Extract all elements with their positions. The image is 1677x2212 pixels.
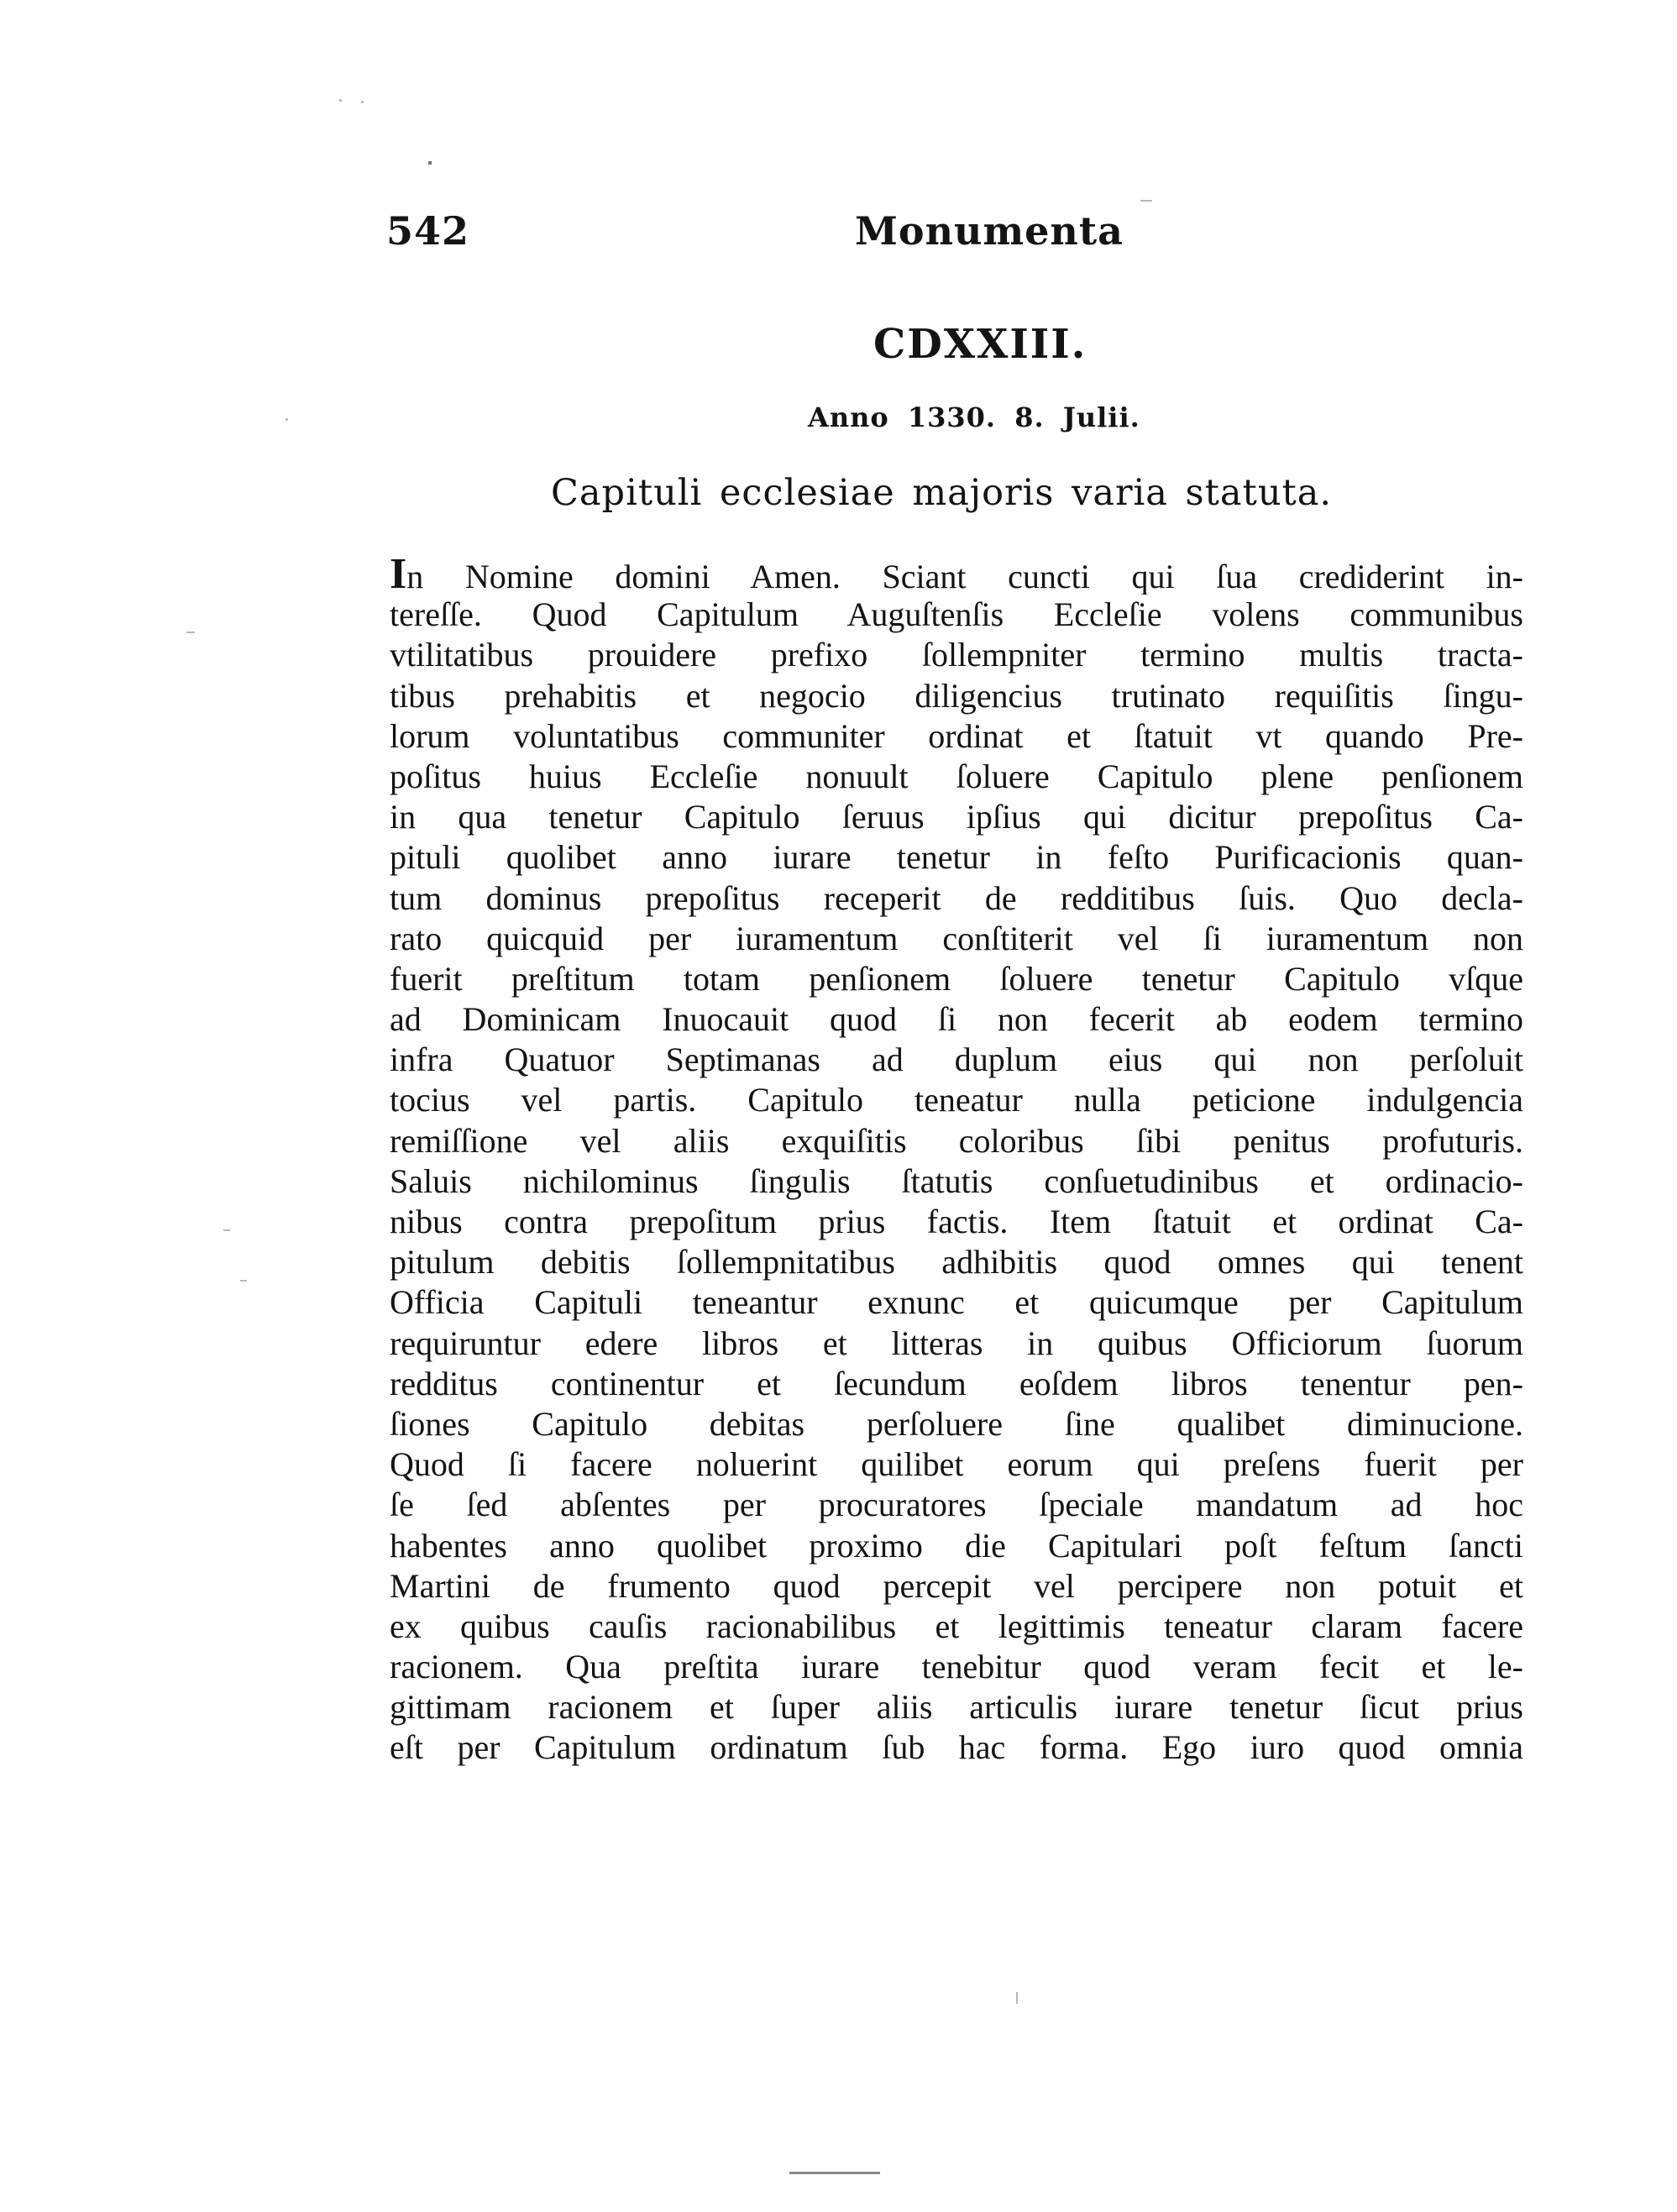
initial-letter: I [390,554,407,595]
text-line: rato quicquid per iuramentum conſtiterit vel ſi iuramentum non [390,919,1523,957]
text-line: tum dominus prepoſitus receperit de redditibus ſuis. Quo decla- [390,878,1523,917]
scan-speck [286,418,288,421]
scan-speck [240,1280,247,1282]
text-line: habentes anno quolibet proximo die Capitulari poſt feſtum ſancti [390,1526,1523,1565]
text-line: pituli quolibet anno iurare tenetur in feſto Purificacionis quan- [390,838,1523,877]
text-line: tereſſe. Quod Capitulum Auguſtenſis Eccleſie volens communibus [390,595,1523,634]
scan-speck [1140,200,1152,202]
text-line: racionem. Qua preſtita iurare tenebitur quod veram fecit et le- [390,1648,1523,1686]
document-body [390,554,1523,1769]
text-line: in qua tenetur Capitulo ſeruus ipſius qui dicitur prepoſitus Ca- [390,798,1523,836]
text-line: eſt per Capitulum ordinatum ſub hac forma. Ego iuro quod omnia [390,1728,1523,1767]
text-line: ſe ſed abſentes per procuratores ſpeciale mandatum ad hoc [390,1486,1523,1524]
running-title: Monumenta [855,208,1124,254]
text-line: ad Dominicam Inuocauit quod ſi non fecerit ab eodem termino [390,1000,1523,1039]
document-heading: Capituli ecclesiae majoris varia statuta. [551,472,1333,514]
text-line: nibus contra prepoſitum prius factis. Item ſtatuit et ordinat Ca- [390,1203,1523,1240]
scan-speck [186,632,195,633]
text-line: pitulum debitis ſollempnitatibus adhibitis quod omnes qui tenent [390,1243,1523,1282]
text-line: gittimam racionem et ſuper aliis articulis iurare tenetur ſicut prius [390,1688,1523,1727]
bottom-rule [789,2172,880,2174]
scan-speck [1016,1992,1018,2004]
text-line: lorum voluntatibus communiter ordinat et ſtatuit vt quando Pre- [390,716,1523,755]
text-line: tocius vel partis. Capitulo teneatur nulla peticione indulgencia [390,1081,1523,1119]
scan-speck [339,99,342,102]
text-line: remiſſione vel aliis exquiſitis coloribus ſibi penitus profuturis. [390,1121,1523,1160]
text-line: ex quibus cauſis racionabilibus et legittimis teneatur claram facere [390,1607,1523,1645]
page-number: 542 [386,208,470,254]
text-line: poſitus huius Eccleſie nonuult ſoluere Capitulo plene penſionem [390,757,1523,795]
document-date: Anno 1330. 8. Julii. [808,401,1140,433]
text-line: Quod ſi facere noluerint quilibet eorum qui preſens fuerit per [390,1445,1523,1484]
text-line: infra Quatuor Septimanas ad duplum eius qui non perſoluit [390,1040,1523,1079]
scan-speck [223,1229,230,1231]
text-line: fuerit preſtitum totam penſionem ſoluere tenetur Capitulo vſque [390,959,1523,998]
scan-speck [361,101,364,103]
text-line: Saluis nichilominus ſingulis ſtatutis conſuetudinibus et ordinacio- [390,1161,1523,1200]
text-line: vtilitatibus prouidere prefixo ſollempniter termino multis tracta- [390,636,1523,674]
scan-speck [428,161,432,165]
text-line: tibus prehabitis et negocio diligencius trutinato requiſitis ſingu- [390,676,1523,715]
running-head [386,208,1124,267]
text-line: requiruntur edere libros et litteras in quibus Officiorum ſuorum [390,1324,1523,1362]
text-line: redditus continentur et ſecundum eoſdem libros tenentur pen- [390,1364,1523,1402]
text-line: Martini de frumento quod percepit vel percipere non potuit et [390,1566,1523,1605]
text-line [390,554,1523,595]
document-number: CDXXIII. [873,321,1087,368]
text-line-content: n Nomine domini Amen. Sciant cuncti qui ſua crediderint in- [406,558,1523,595]
text-line: ſiones Capitulo debitas perſoluere ſine qualibet diminucione. [390,1404,1523,1443]
text-line: Officia Capituli teneantur exnunc et quicumque per Capitulum [390,1283,1523,1322]
